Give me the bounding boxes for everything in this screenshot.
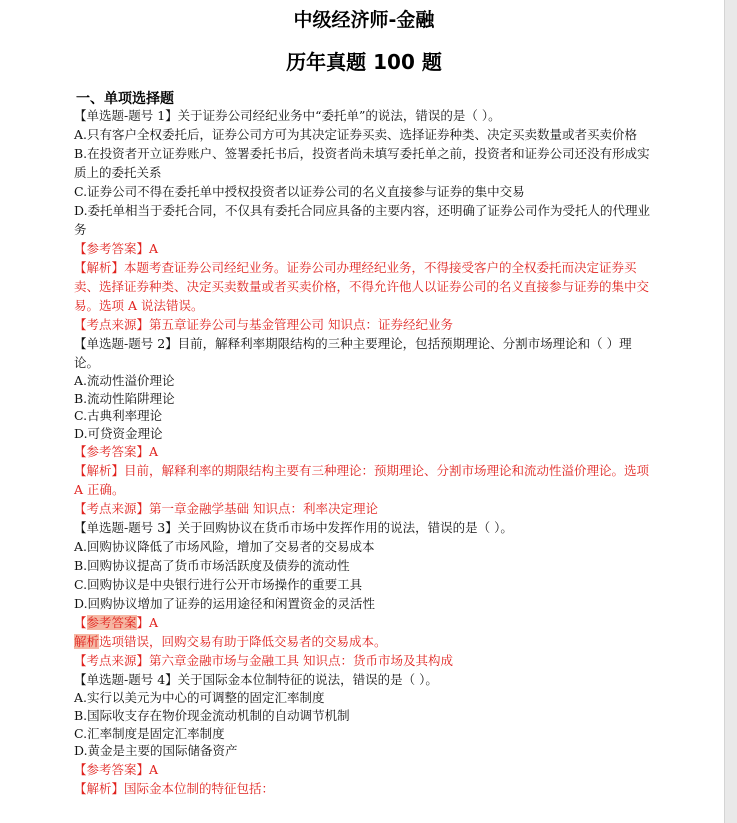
q2-header: 【单选题-题号 2】目前，解释利率期限结构的三种主要理论，包括预期理论、分割市场理论和（ ）理论。 (74, 336, 632, 370)
q3-answer-label: 参考答案 (86, 615, 137, 631)
q1-answer: 【参考答案】A (74, 241, 159, 256)
q3-option-d: D.回购协议增加了证券的运用途径和闲置资金的灵活性 (74, 596, 376, 612)
q1-analysis-label: 【解析】 (74, 260, 125, 275)
document-title: 中级经济师-金融 (293, 9, 435, 31)
q2-option-a: A.流动性溢价理论 (74, 373, 175, 388)
q1-option-b: B.在投资者开立证券账户、签署委托书后，投资者尚未填写委托单之前，投资者和证券公司还没有形成实质上的委托关系 (74, 146, 650, 180)
q1-option-a: A.只有客户全权委托后，证券公司方可为其决定证券买卖、选择证券种类、决定买卖数量或者买卖价格 (74, 127, 638, 142)
q2-option-c: C.古典利率理论 (74, 408, 163, 424)
q4-answer: 【参考答案】A (74, 761, 159, 777)
q1-analysis-text: 本题考查证券公司经纪业务。证券公司办理经纪业务，不得接受客户的全权委托而决定证券买卖、选择证券种类、决定买卖数量或者买卖价格，不得允许他人以证券公司的名义直接参与证券的集中交易。选项 A 说法错误。 (74, 260, 650, 313)
q2-analysis-text: 目前，解释利率的期限结构主要有三种理论：预期理论、分割市场理论和流动性溢价理论。选项 A 正确。 (74, 463, 650, 498)
q4-option-c: C.汇率制度是固定汇率制度 (74, 725, 225, 741)
q2-option-b: B.流动性陷阱理论 (74, 390, 175, 406)
q2-analysis-label: 【解析】 (74, 463, 125, 479)
q4-option-d: D.黄金是主要的国际储备资产 (74, 743, 238, 759)
q2-analysis (74, 461, 654, 499)
viewer-scrollbar[interactable] (724, 0, 737, 823)
q2-option-d: D.可贷资金理论 (74, 425, 163, 441)
q3-answer-close: 】A (136, 615, 159, 631)
q4-analysis (74, 779, 654, 798)
q1-header: 【单选题-题号 1】关于证券公司经纪业务中“委托单”的说法，错误的是（ ）。 (74, 108, 501, 123)
q4-analysis-text: 国际金本位制的特征包括： (124, 780, 275, 796)
q1-source: 【考点来源】第五章证券公司与基金管理公司 知识点：证券经纪业务 (74, 317, 453, 332)
q4-header: 【单选题-题号 4】关于国际金本位制特征的说法，错误的是（ ）。 (74, 672, 438, 688)
q2-answer: 【参考答案】A (74, 444, 159, 460)
q3-analysis-label: 解析 (74, 634, 100, 650)
q1-analysis (74, 258, 654, 315)
question-list (74, 106, 654, 798)
q4-analysis-label: 【解析】 (74, 780, 125, 796)
section-heading: 一、单项选择题 (76, 91, 174, 107)
q3-analysis-text: 选项错误，回购交易有助于降低交易者的交易成本。 (99, 634, 387, 650)
q3-analysis (74, 632, 654, 651)
q4-option-a: A.实行以美元为中心的可调整的固定汇率制度 (74, 690, 325, 706)
q4-option-b: B.国际收支存在物价现金流动机制的自动调节机制 (74, 707, 350, 723)
q3-header: 【单选题-题号 3】关于回购协议在货币市场中发挥作用的说法，错误的是（ ）。 (74, 520, 513, 536)
q3-option-c: C.回购协议是中央银行进行公开市场操作的重要工具 (74, 577, 363, 593)
q3-source: 【考点来源】第六章金融市场与金融工具 知识点：货币市场及其构成 (74, 653, 453, 669)
q1-option-c: C.证券公司不得在委托单中授权投资者以证券公司的名义直接参与证券的集中交易 (74, 184, 525, 199)
q3-answer-open: 【 (74, 615, 87, 631)
q3-option-b: B.回购协议提高了货币市场活跃度及债券的流动性 (74, 558, 350, 574)
q3-option-a: A.回购协议降低了市场风险，增加了交易者的交易成本 (74, 539, 375, 555)
q3-answer (74, 613, 654, 632)
document-subtitle: 历年真题 100 题 (286, 50, 442, 74)
q2-source: 【考点来源】第一章金融学基础 知识点：利率决定理论 (74, 501, 378, 517)
q1-option-d: D.委托单相当于委托合同，不仅具有委托合同应具备的主要内容，还明确了证券公司作为受托人的代理业务 (74, 203, 651, 237)
